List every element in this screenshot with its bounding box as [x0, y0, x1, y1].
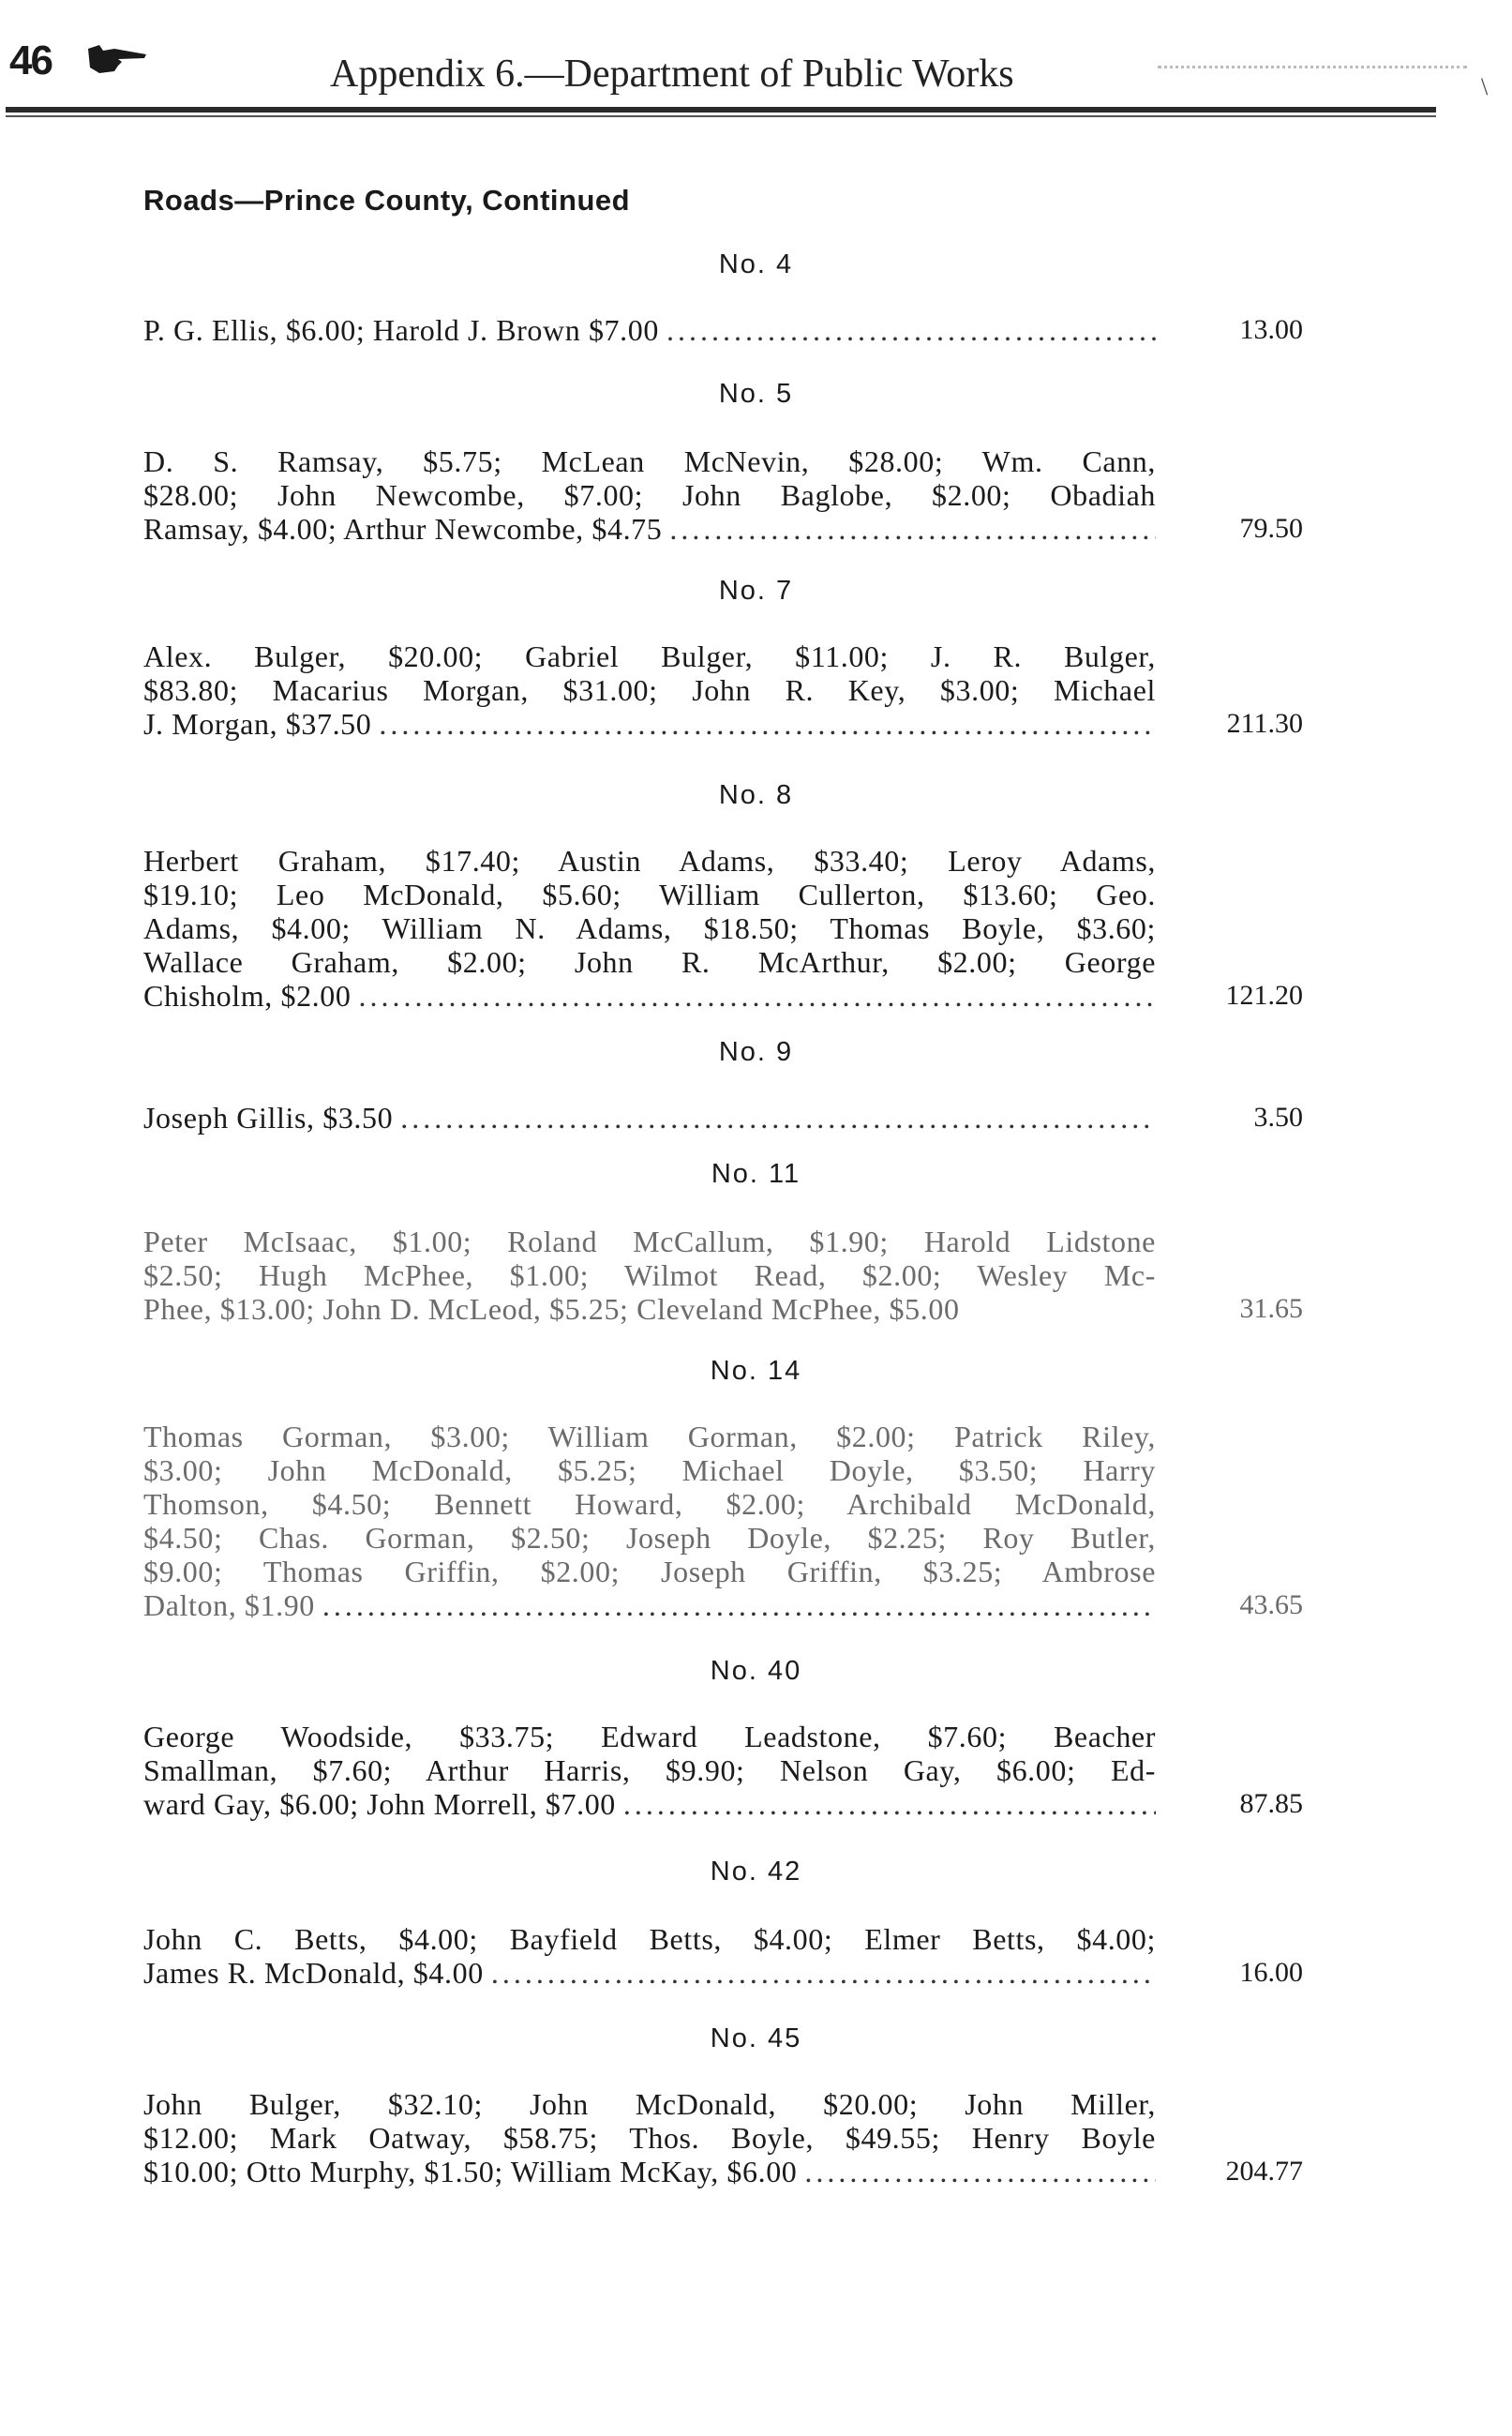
entry-line: [143, 2155, 1156, 2188]
entry-line: $4.50; Chas. Gorman, $2.50; Joseph Doyle, $2.25; Roy Butler,: [143, 1521, 1156, 1555]
dot-leader: [666, 313, 1156, 347]
entry-amount: 16.00: [1239, 1957, 1303, 1988]
dot-leader: [804, 2155, 1156, 2188]
road-number: No. 42: [710, 1857, 802, 1887]
entry-line: [143, 707, 1156, 741]
entry-line: George Woodside, $33.75; Edward Leadstone, $7.60; Beacher: [143, 1720, 1156, 1753]
header-mark: \: [1481, 73, 1489, 100]
road-number: No. 40: [710, 1656, 802, 1686]
dot-leader: [400, 1101, 1156, 1135]
entry-line: [143, 1956, 1156, 1990]
road-number: No. 11: [711, 1159, 801, 1189]
entry-line: Wallace Graham, $2.00; John R. McArthur, $2.00; George: [143, 945, 1156, 979]
entry-line: $12.00; Mark Oatway, $58.75; Thos. Boyle, $49.55; Henry Boyle: [143, 2121, 1156, 2155]
entry-line: $28.00; John Newcombe, $7.00; John Baglobe, $2.00; Obadiah: [143, 478, 1156, 512]
entry-line: Herbert Graham, $17.40; Austin Adams, $33.40; Leroy Adams,: [143, 844, 1156, 878]
entry-line: John C. Betts, $4.00; Bayfield Betts, $4.00; Elmer Betts, $4.00;: [143, 1922, 1156, 1956]
section-heading: Roads—Prince County, Continued: [143, 184, 631, 217]
entry-text: Phee, $13.00; John D. McLeod, $5.25; Cleveland McPhee, $5.00: [143, 1292, 960, 1326]
header-dotted-rule: [1158, 66, 1467, 72]
entry-text: Joseph Gillis, $3.50: [143, 1101, 394, 1135]
road-number: No. 8: [718, 780, 794, 810]
running-title: Appendix 6.—Department of Public Works: [330, 53, 1014, 96]
road-number: No. 45: [710, 2023, 802, 2053]
entry-text: J. Morgan, $37.50: [143, 707, 372, 741]
entry-line: [143, 1101, 1156, 1135]
entry-line: [143, 1787, 1156, 1821]
dot-leader: [669, 512, 1156, 546]
entry-line: Peter McIsaac, $1.00; Roland McCallum, $1.90; Harold Lidstone: [143, 1225, 1156, 1258]
entry-line: John Bulger, $32.10; John McDonald, $20.00; John Miller,: [143, 2087, 1156, 2121]
entry-line: $9.00; Thomas Griffin, $2.00; Joseph Griffin, $3.25; Ambrose: [143, 1555, 1156, 1588]
header-rule: [6, 107, 1436, 113]
dot-leader: [358, 979, 1156, 1013]
entry-amount: 87.85: [1239, 1788, 1303, 1819]
entry-amount: 121.20: [1225, 980, 1303, 1011]
road-number: No. 4: [718, 249, 794, 279]
entry-line: D. S. Ramsay, $5.75; McLean McNevin, $28.00; Wm. Cann,: [143, 444, 1156, 478]
entry-line: Alex. Bulger, $20.00; Gabriel Bulger, $11.00; J. R. Bulger,: [143, 639, 1156, 673]
header-rule-thin: [6, 115, 1436, 117]
dot-leader: [322, 1588, 1156, 1622]
entry-amount: 43.65: [1239, 1589, 1303, 1620]
entry-line: Thomas Gorman, $3.00; William Gorman, $2.00; Patrick Riley,: [143, 1420, 1156, 1453]
entry-line: Smallman, $7.60; Arthur Harris, $9.90; Nelson Gay, $6.00; Ed-: [143, 1753, 1156, 1787]
road-number: No. 7: [718, 576, 794, 606]
entry-line: Adams, $4.00; William N. Adams, $18.50; Thomas Boyle, $3.60;: [143, 911, 1156, 945]
entry-text: Dalton, $1.90: [143, 1588, 315, 1622]
road-number: No. 14: [710, 1356, 802, 1386]
entry-amount: 13.00: [1239, 314, 1303, 345]
entry-line: $19.10; Leo McDonald, $5.60; William Cullerton, $13.60; Geo.: [143, 878, 1156, 911]
entry-amount: 204.77: [1225, 2156, 1303, 2187]
entry-line: $2.50; Hugh McPhee, $1.00; Wilmot Read, $2.00; Wesley Mc-: [143, 1258, 1156, 1292]
entry-text: P. G. Ellis, $6.00; Harold J. Brown $7.00: [143, 313, 659, 347]
entry-text: ward Gay, $6.00; John Morrell, $7.00: [143, 1787, 616, 1821]
pointing-hand-icon: [86, 41, 148, 75]
dot-leader: [491, 1956, 1156, 1990]
entry-line: [143, 1588, 1156, 1622]
entry-text: $10.00; Otto Murphy, $1.50; William McKay, $6.00: [143, 2155, 798, 2188]
entry-amount: 3.50: [1253, 1102, 1303, 1133]
road-number: No. 9: [718, 1037, 794, 1067]
entry-line: Thomson, $4.50; Bennett Howard, $2.00; Archibald McDonald,: [143, 1487, 1156, 1521]
entry-text: Ramsay, $4.00; Arthur Newcombe, $4.75: [143, 512, 663, 546]
entry-line: [143, 512, 1156, 546]
entry-line: $83.80; Macarius Morgan, $31.00; John R. Key, $3.00; Michael: [143, 673, 1156, 707]
entry-amount: 211.30: [1226, 708, 1303, 739]
entry-line: [143, 1292, 1156, 1326]
dot-leader: [379, 707, 1156, 741]
entry-line: $3.00; John McDonald, $5.25; Michael Doyle, $3.50; Harry: [143, 1453, 1156, 1487]
entry-line: [143, 979, 1156, 1013]
entry-amount: 31.65: [1239, 1293, 1303, 1324]
entry-text: James R. McDonald, $4.00: [143, 1956, 484, 1990]
entry-amount: 79.50: [1239, 513, 1303, 544]
dot-leader: [623, 1787, 1156, 1821]
entry-line: [143, 313, 1156, 347]
entry-text: Chisholm, $2.00: [143, 979, 352, 1013]
page-number: 46: [9, 38, 52, 83]
road-number: No. 5: [718, 379, 794, 409]
